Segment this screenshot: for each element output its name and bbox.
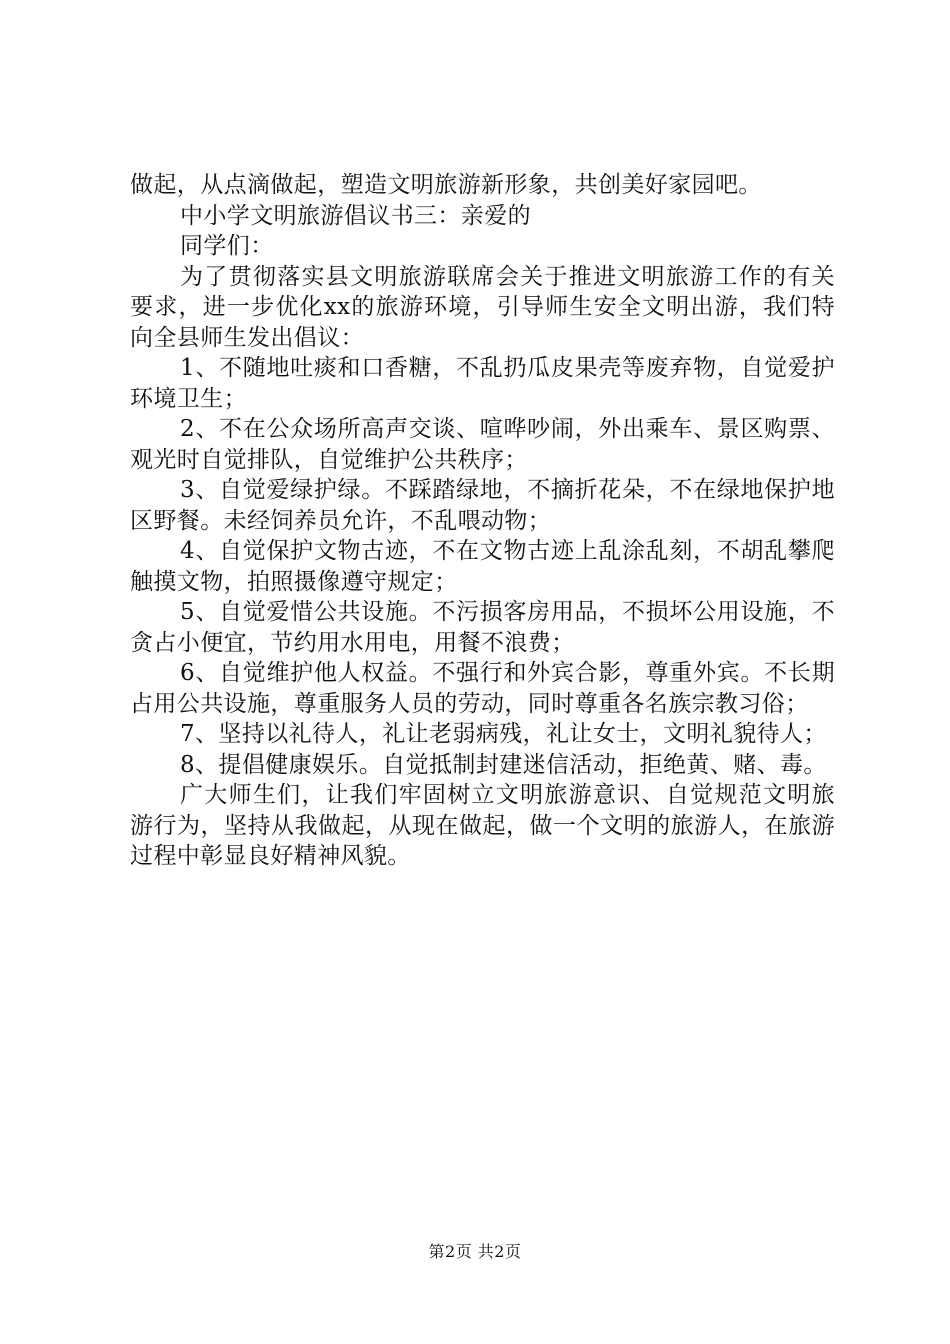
paragraph-closing: 广大师生们，让我们牢固树立文明旅游意识、自觉规范文明旅游行为，坚持从我做起，从现在做起，做一个文明的旅游人，在旅游过程中彰显良好精神风貌。 — [130, 782, 835, 869]
paragraph-title-line: 中小学文明旅游倡议书三：亲爱的 — [180, 202, 531, 229]
list-item-7: 7、坚持以礼待人，礼让老弱病残，礼让女士，文明礼貌待人； — [180, 721, 827, 747]
page-footer — [0, 1242, 950, 1262]
paragraph-intro: 为了贯彻落实县文明旅游联席会关于推进文明旅游工作的有关要求，进一步优化xx的旅游环境，引导师生安全文明出游，我们特向全县师生发出倡议： — [130, 263, 835, 351]
page-number-label: 第2页 共2页 — [428, 1242, 522, 1261]
paragraph-continuation: 做起，从点滴做起，塑造文明旅游新形象，共创美好家园吧。 — [130, 172, 762, 198]
paragraph-salutation: 同学们： — [180, 233, 274, 259]
document-body — [130, 170, 835, 872]
list-item-1: 1、不随地吐痰和口香糖，不乱扔瓜皮果壳等废弃物，自觉爱护环境卫生； — [130, 355, 835, 412]
list-item-2: 2、不在公众场所高声交谈、喧哗吵闹，外出乘车、景区购票、观光时自觉排队，自觉维护公共秩序； — [130, 416, 835, 473]
list-item-4: 4、自觉保护文物古迹，不在文物古迹上乱涂乱刻，不胡乱攀爬触摸文物，拍照摄像遵守规定； — [130, 538, 835, 595]
list-item-3: 3、自觉爱绿护绿。不踩踏绿地，不摘折花朵，不在绿地保护地区野餐。未经饲养员允许，不乱喂动物； — [130, 477, 835, 534]
list-item-5: 5、自觉爱惜公共设施。不污损客房用品，不损坏公用设施，不贪占小便宜，节约用水用电，用餐不浪费； — [130, 599, 835, 656]
list-item-8: 8、提倡健康娱乐。自觉抵制封建迷信活动，拒绝黄、赌、毒。 — [180, 751, 827, 778]
list-item-6: 6、自觉维护他人权益。不强行和外宾合影，尊重外宾。不长期占用公共设施，尊重服务人员的劳动，同时尊重各名族宗教习俗； — [130, 660, 835, 717]
